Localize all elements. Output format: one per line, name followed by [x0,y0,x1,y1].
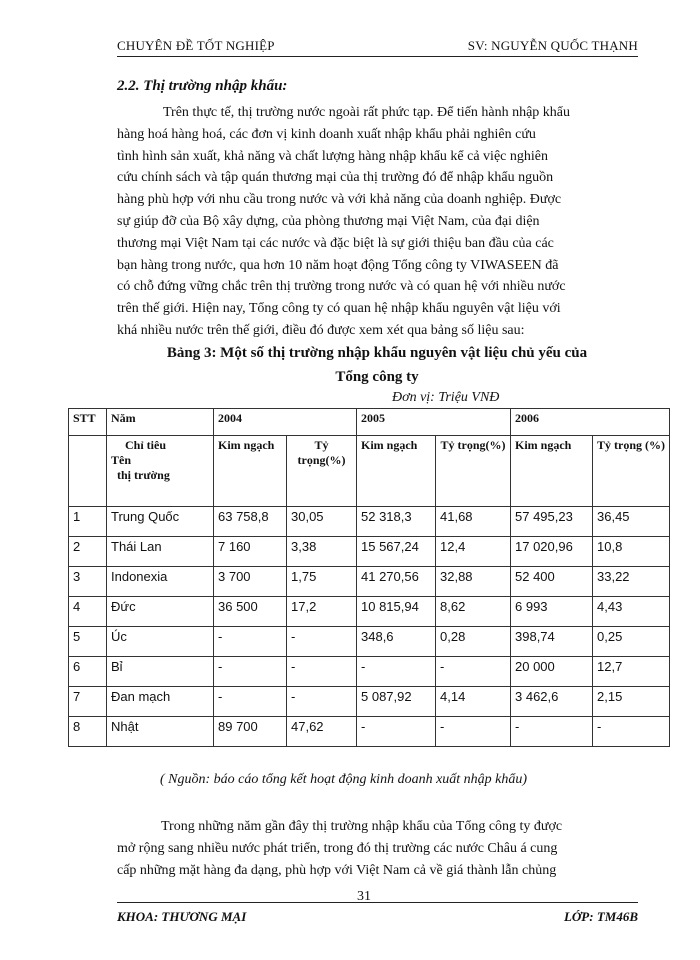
ty-trong-2004-header: Tỷ trọng(%) [287,436,357,507]
section-title: 2.2. Thị trường nhập khẩu: [117,78,288,94]
paragraph-line: Trên thực tế, thị trường nước ngoài rất phức tạp. Để tiến hành nhập khẩu [163,105,570,120]
paragraph-line: có chỗ đứng vững chắc trên thị trường trong nước và có quan hệ với nhiều nước [117,279,566,295]
row-value-cell: - [511,717,593,747]
row-value-cell: 4,14 [436,687,511,717]
criteria-line: thị trường [117,468,170,482]
row-value-cell: 41 270,56 [357,567,436,597]
row-stt-cell: 2 [69,537,107,567]
row-value-cell: 7 160 [214,537,287,567]
row-value-cell: 63 758,8 [214,507,287,537]
row-value-cell: 0,25 [593,627,670,657]
row-value-cell: - [214,687,287,717]
row-value-cell: 17 020,96 [511,537,593,567]
paragraph-line: cấp những mặt hàng đa dạng, phù hợp với Việt Nam cả về giá thành lẫn chủng [117,862,557,878]
footer-class: LỚP: TM46B [563,909,638,924]
table-title-cont: Tổng công ty [335,369,419,385]
row-value-cell: - [214,627,287,657]
row-value-cell: - [357,657,436,687]
paragraph-line: hàng phù hợp với nhu cầu trong nước và với khả năng của doanh nghiệp. Được [117,192,562,208]
closing-paragraph [117,816,637,881]
row-value-cell: 3 700 [214,567,287,597]
row-value-cell: 32,88 [436,567,511,597]
row-value-cell: 5 087,92 [357,687,436,717]
row-value-cell: - [357,717,436,747]
source-note: ( Nguồn: báo cáo tổng kết hoạt động kinh doanh xuất nhập khẩu) [160,772,528,787]
row-market-cell: Nhật [107,717,214,747]
import-markets-table [68,408,670,747]
row-value-cell: - [436,657,511,687]
page-header [117,34,638,57]
row-value-cell: 10 815,94 [357,597,436,627]
row-value-cell: 3,38 [287,537,357,567]
footer-faculty: KHOA: THƯƠNG MẠI [117,909,247,924]
row-market-cell: Úc [107,627,214,657]
row-market-cell: Đức [107,597,214,627]
paragraph-line: cứu chính sách và tập quán thương mại của thị trường đó để nhập khẩu nguồn [117,170,554,186]
row-value-cell: - [287,627,357,657]
row-value-cell: 0,28 [436,627,511,657]
paragraph-line: hàng hoá hàng hoá, các đơn vị kinh doanh xuất nhập khẩu phải nghiên cứu [117,126,536,142]
empty-cell [69,436,107,507]
row-value-cell: 57 495,23 [511,507,593,537]
year-header: Năm [107,409,214,436]
header-student-name: SV: NGUYỄN QUỐC THẠNH [467,38,638,53]
kim-ngach-2006-header: Kim ngạch [511,436,593,507]
row-value-cell: 10,8 [593,537,670,567]
table-row [69,597,670,627]
table-row [69,657,670,687]
stt-header: STT [69,409,107,436]
paragraph-line: tình hình sản xuất, khả năng và chất lượng hàng nhập khẩu kể cả việc nghiên [117,148,548,164]
row-value-cell: 3 462,6 [511,687,593,717]
paragraph-line: khá nhiều nước trên thế giới, điều đó được xem xét qua bảng số liệu sau: [117,322,525,338]
row-value-cell: 12,4 [436,537,511,567]
table-row [69,687,670,717]
row-value-cell: - [287,657,357,687]
row-value-cell: 12,7 [593,657,670,687]
table-row [69,717,670,747]
row-value-cell: 20 000 [511,657,593,687]
unit-note: Đơn vị: Triệu VNĐ [392,390,500,405]
year-2005-header: 2005 [357,409,511,436]
row-stt-cell: 4 [69,597,107,627]
row-value-cell: 36 500 [214,597,287,627]
paragraph-line: bạn hàng trong nước, qua hơn 10 năm hoạt động Tổng công ty VIWASEEN đã [117,257,559,273]
page-number: 31 [357,889,371,904]
paragraph-line: thương mại Việt Nam tại các nước và đặc biệt là sự giới thiệu ban đầu của các [117,235,554,251]
row-value-cell: 52 318,3 [357,507,436,537]
row-stt-cell: 1 [69,507,107,537]
header-thesis-label: CHUYÊN ĐỀ TỐT NGHIỆP [117,38,275,53]
kim-ngach-2004-header: Kim ngạch [214,436,287,507]
row-market-cell: Trung Quốc [107,507,214,537]
row-value-cell: 2,15 [593,687,670,717]
row-value-cell: 398,74 [511,627,593,657]
row-stt-cell: 3 [69,567,107,597]
row-value-cell: - [287,687,357,717]
intro-paragraph [117,102,637,342]
row-value-cell: - [436,717,511,747]
row-value-cell: 1,75 [287,567,357,597]
row-value-cell: 47,62 [287,717,357,747]
row-value-cell: 17,2 [287,597,357,627]
paragraph-line: Trong những năm gần đây thị trường nhập khẩu của Tổng công ty được [161,819,563,834]
criteria-line: Chỉ tiêu [125,438,167,452]
ty-trong-2006-header: Tỷ trọng (%) [593,436,670,507]
row-value-cell: 30,05 [287,507,357,537]
row-value-cell: 6 993 [511,597,593,627]
table-header-row [69,409,670,436]
criteria-header [107,436,214,507]
row-stt-cell: 5 [69,627,107,657]
row-market-cell: Indonexia [107,567,214,597]
row-stt-cell: 8 [69,717,107,747]
page-footer [117,889,638,933]
table-row [69,567,670,597]
row-value-cell: 348,6 [357,627,436,657]
paragraph-line: mở rộng sang nhiều nước phát triển, trong đó thị trường các nước Châu á cung [117,840,558,856]
table-subheader-row [69,436,670,507]
row-value-cell: 52 400 [511,567,593,597]
table-title: Bảng 3: Một số thị trường nhập khẩu nguyên vật liệu chủ yếu của [166,345,588,361]
table-row [69,627,670,657]
row-value-cell: 89 700 [214,717,287,747]
kim-ngach-2005-header: Kim ngạch [357,436,436,507]
row-stt-cell: 7 [69,687,107,717]
row-stt-cell: 6 [69,657,107,687]
row-value-cell: 4,43 [593,597,670,627]
row-value-cell: 33,22 [593,567,670,597]
table-row [69,537,670,567]
row-value-cell: 15 567,24 [357,537,436,567]
paragraph-line: sự giúp đỡ của Bộ xây dựng, của phòng thương mại Việt Nam, của đại diện [117,213,540,229]
row-market-cell: Bỉ [107,657,214,687]
row-value-cell: - [593,717,670,747]
paragraph-line: trên thế giới. Hiện nay, Tổng công ty có quan hệ nhập khẩu nguyên vật liệu với [117,301,561,317]
table-body [69,507,670,747]
row-market-cell: Đan mạch [107,687,214,717]
year-2004-header: 2004 [214,409,357,436]
table-row [69,507,670,537]
row-value-cell: 36,45 [593,507,670,537]
row-market-cell: Thái Lan [107,537,214,567]
year-2006-header: 2006 [511,409,670,436]
criteria-line: Tên [111,453,132,467]
row-value-cell: 41,68 [436,507,511,537]
row-value-cell: - [214,657,287,687]
row-value-cell: 8,62 [436,597,511,627]
ty-trong-2005-header: Tỷ trọng(%) [436,436,511,507]
